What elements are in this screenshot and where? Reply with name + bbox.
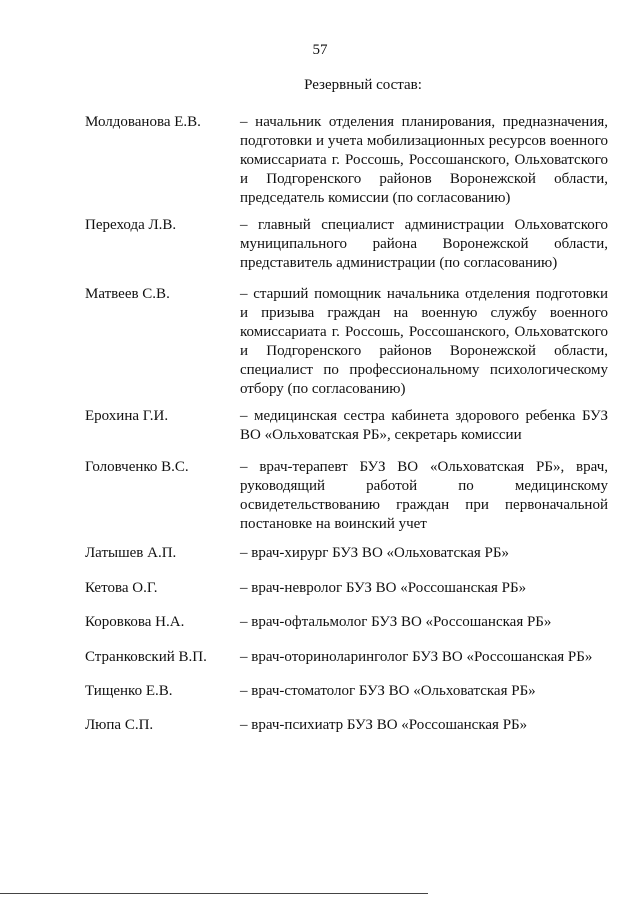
entry-name: Перехода Л.В.	[85, 217, 177, 233]
entry-name: Молдованова Е.В.	[85, 114, 201, 130]
entry-name: Люпа С.П.	[85, 717, 154, 733]
entry-description: – главный специалист администрации Ольховатского муниципального района Воронежской области, представитель администрации (по согласованию)	[240, 217, 608, 271]
entry-name: Кетова О.Г.	[85, 580, 158, 596]
entry-description: – врач-оториноларинголог БУЗ ВО «Россошанская РБ»	[240, 649, 593, 665]
entry-name: Матвеев С.В.	[85, 286, 170, 302]
section-title: Резервный состав:	[304, 77, 422, 93]
entry-name: Латышев А.П.	[85, 545, 177, 561]
entry-description: – медицинская сестра кабинета здорового ребенка БУЗ ВО «Ольховатская РБ», секретарь комиссии	[240, 408, 608, 443]
entry-description: – врач-терапевт БУЗ ВО «Ольховатская РБ», врач, руководящий работой по медицинскому освидетельствованию граждан при первоначальной постановке на воинский учет	[240, 459, 608, 532]
page-number: 57	[312, 42, 328, 58]
entry-name: Тищенко Е.В.	[85, 683, 173, 699]
entry-description: – врач-стоматолог БУЗ ВО «Ольховатская РБ»	[240, 683, 536, 699]
entry-description: – врач-психиатр БУЗ ВО «Россошанская РБ»	[240, 717, 528, 733]
entry-name: Странковский В.П.	[85, 649, 207, 665]
entry-description: – врач-хирург БУЗ ВО «Ольховатская РБ»	[240, 545, 509, 561]
entry-description: – врач-невролог БУЗ ВО «Россошанская РБ»	[240, 580, 527, 596]
entry-description: – старший помощник начальника отделения подготовки и призыва граждан на военную службу военного комиссариата г. Россошь, Россошанского, Ольховатского и Подгоренского районов Воронежской области, специалист по профессиональному психологическому отбору (по согласованию)	[240, 286, 608, 397]
bottom-divider	[0, 893, 428, 894]
entry-name: Головченко В.С.	[85, 459, 189, 475]
entry-description: – начальник отделения планирования, предназначения, подготовки и учета мобилизационных ресурсов военного комиссариата г. Россошь, Россошанского, Ольховатского и Подгоренского районов Воронежской области, председатель комиссии (по согласованию)	[240, 114, 608, 206]
entry-name: Коровкова Н.А.	[85, 614, 185, 630]
entry-name: Ерохина Г.И.	[85, 408, 169, 424]
entry-description: – врач-офтальмолог БУЗ ВО «Россошанская РБ»	[240, 614, 552, 630]
